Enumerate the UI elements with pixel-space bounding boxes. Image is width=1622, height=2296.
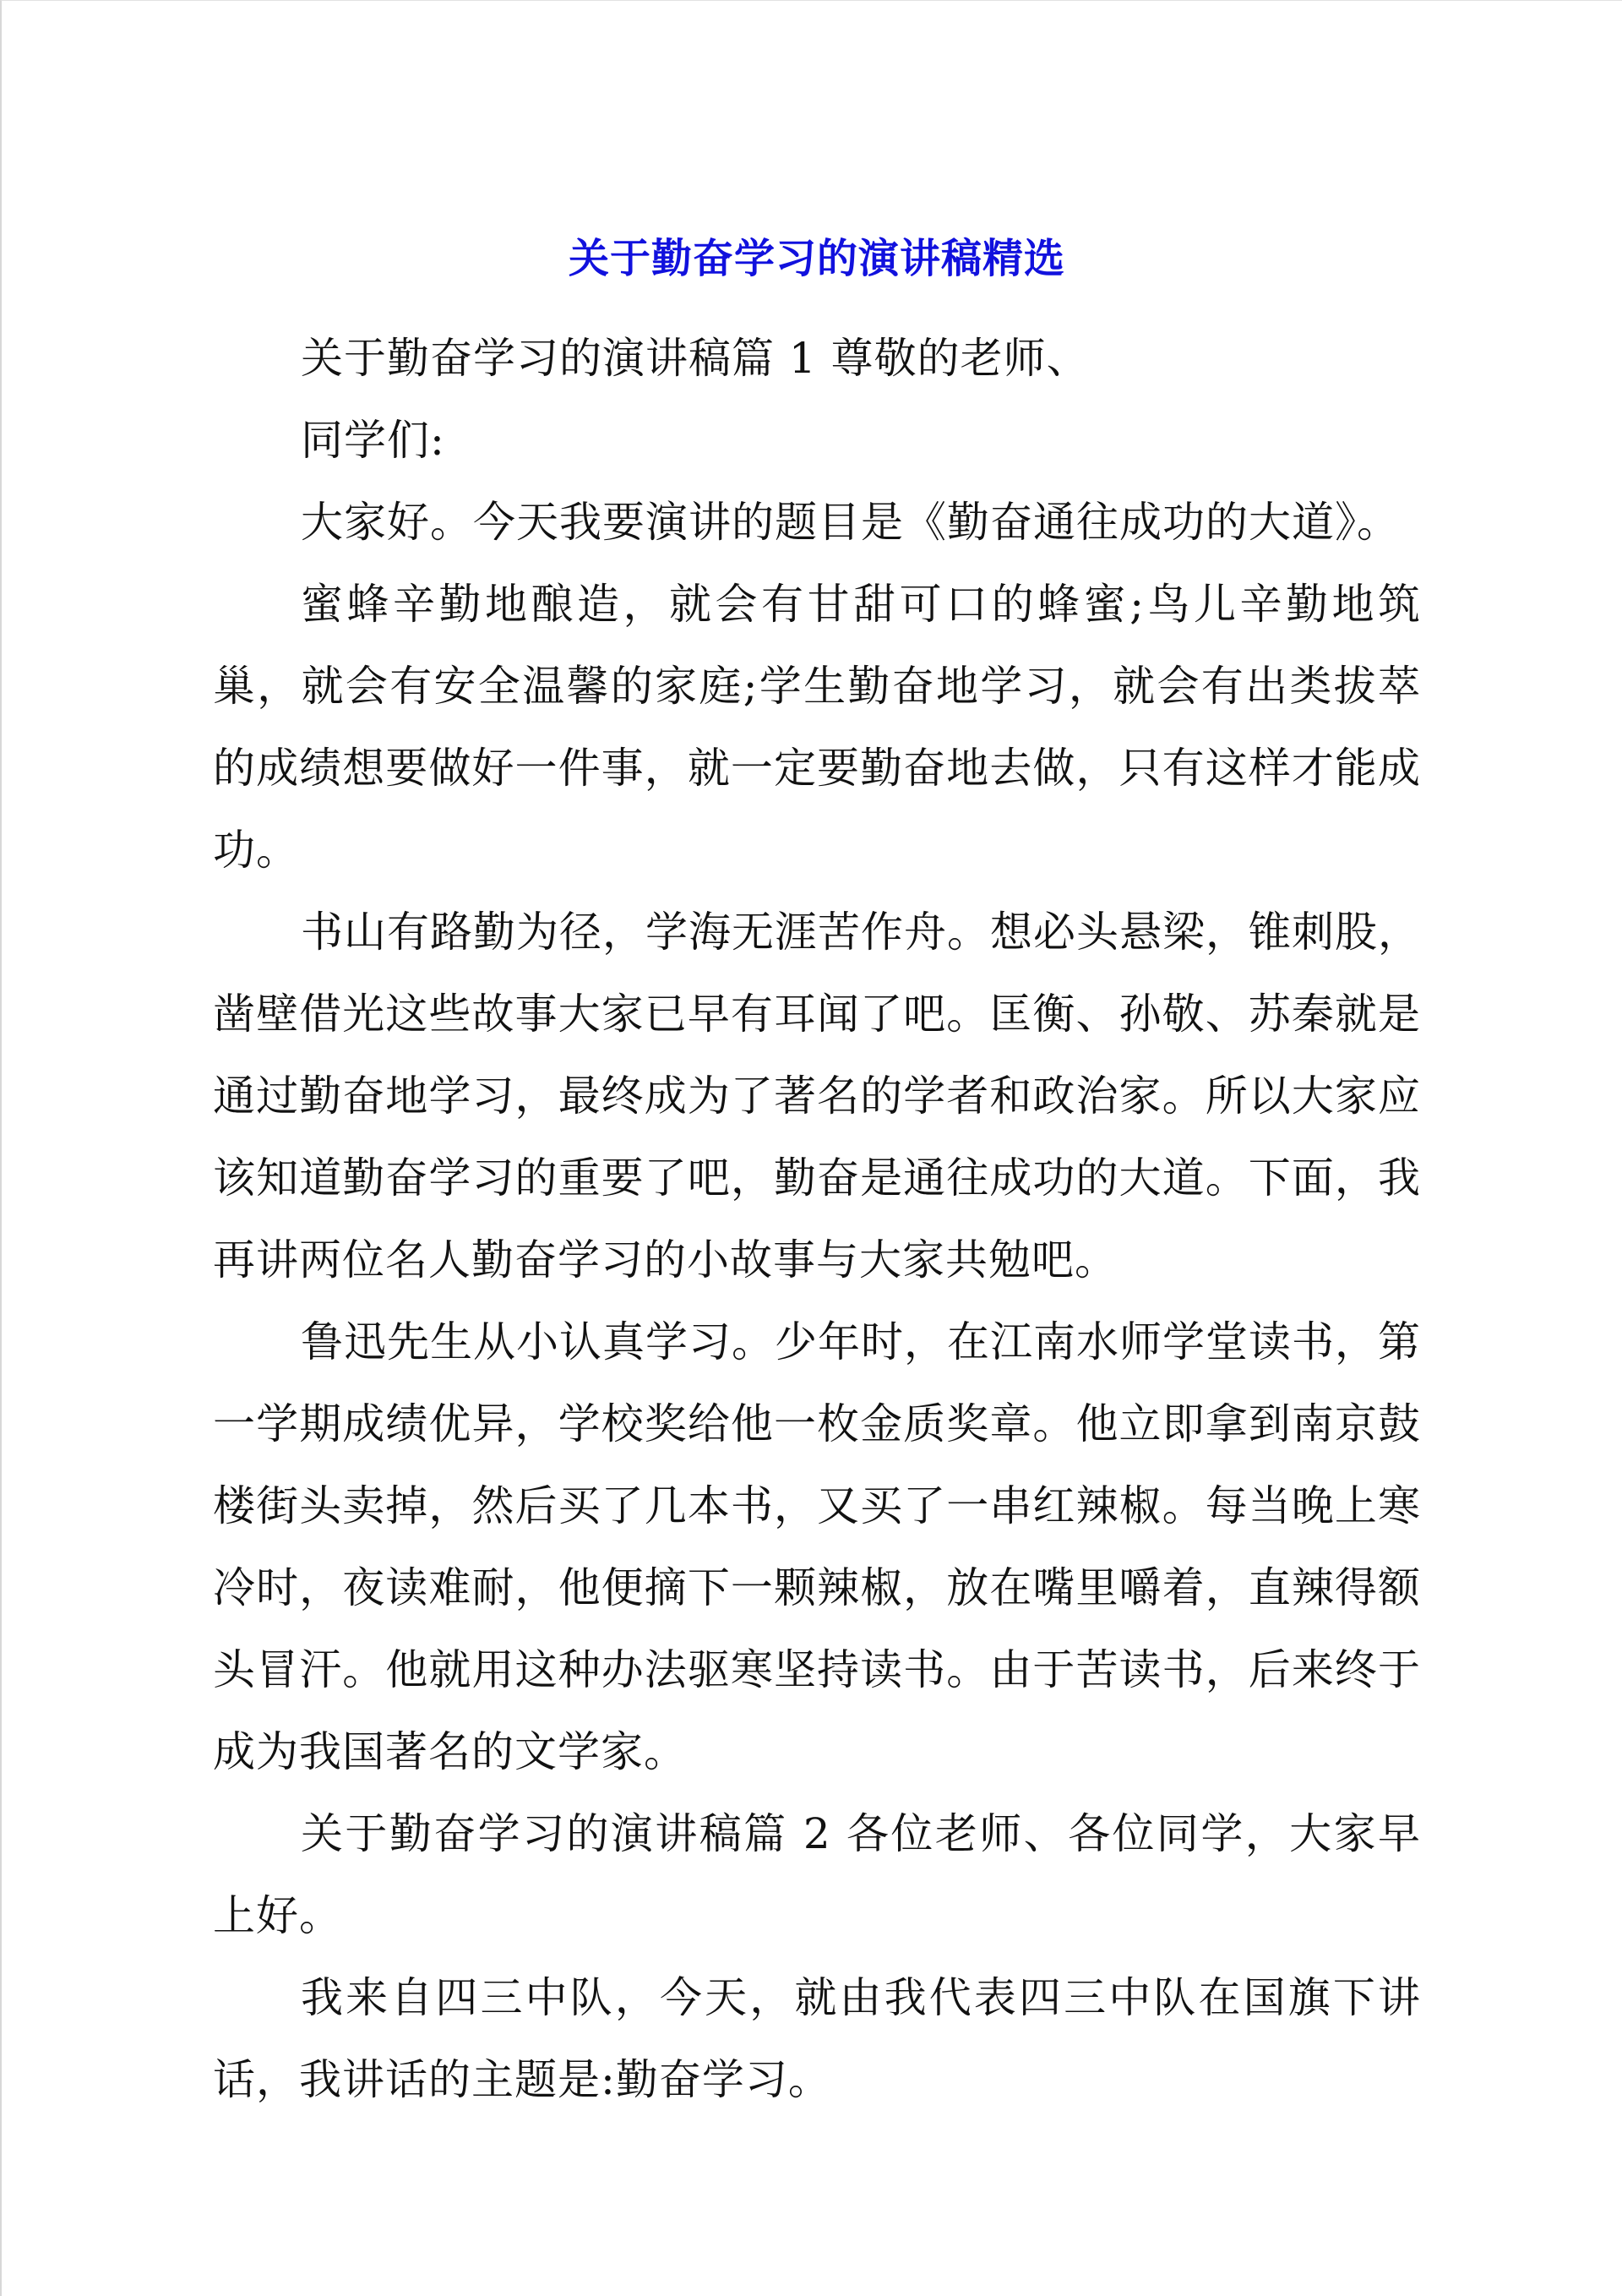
paragraph-topic-intro: 大家好。今天我要演讲的题目是《勤奋通往成功的大道》。	[301, 498, 1400, 547]
document-body	[213, 229, 1421, 2121]
paragraph-lu-xun-story: 鲁迅先生从小认真学习。少年时，在江南水师学堂读书，第一学期成绩优异，学校奖给他一枚金质奖章。他立即拿到南京鼓楼街头卖掉，然后买了几本书，又买了一串红辣椒。每当晚上寒冷时，夜读难耐，他便摘下一颗辣椒，放在嘴里嚼着，直辣得额头冒汗。他就用这种办法驱寒坚持读书。由于苦读书，后来终于成为我国著名的文学家。	[213, 1317, 1421, 1776]
paragraph-speech2-intro: 我来自四三中队，今天，就由我代表四三中队在国旗下讲话，我讲话的主题是:勤奋学习。	[213, 1973, 1421, 2104]
document-title: 关于勤奋学习的演讲稿精选	[568, 235, 1065, 282]
paragraph-speech2-heading: 关于勤奋学习的演讲稿篇 2 各位老师、各位同学，大家早上好。	[213, 1809, 1421, 1940]
paragraph-greeting-students: 同学们:	[301, 416, 445, 465]
paragraph-speech1-heading: 关于勤奋学习的演讲稿篇 1 尊敬的老师、	[301, 334, 1090, 383]
paragraph-bees-birds: 蜜蜂辛勤地酿造，就会有甘甜可口的蜂蜜;鸟儿辛勤地筑巢，就会有安全温馨的家庭;学生勤奋地学习，就会有出类拔萃的成绩想要做好一件事，就一定要勤奋地去做，只有这样才能成功。	[213, 580, 1421, 875]
paragraph-book-mountain: 书山有路勤为径，学海无涯苦作舟。想必头悬梁，锥刺股，凿壁借光这些故事大家已早有耳闻了吧。匡衡、孙敬、苏秦就是通过勤奋地学习，最终成为了著名的学者和政治家。所以大家应该知道勤奋学习的重要了吧，勤奋是通往成功的大道。下面，我再讲两位名人勤奋学习的小故事与大家共勉吧。	[213, 908, 1421, 1284]
